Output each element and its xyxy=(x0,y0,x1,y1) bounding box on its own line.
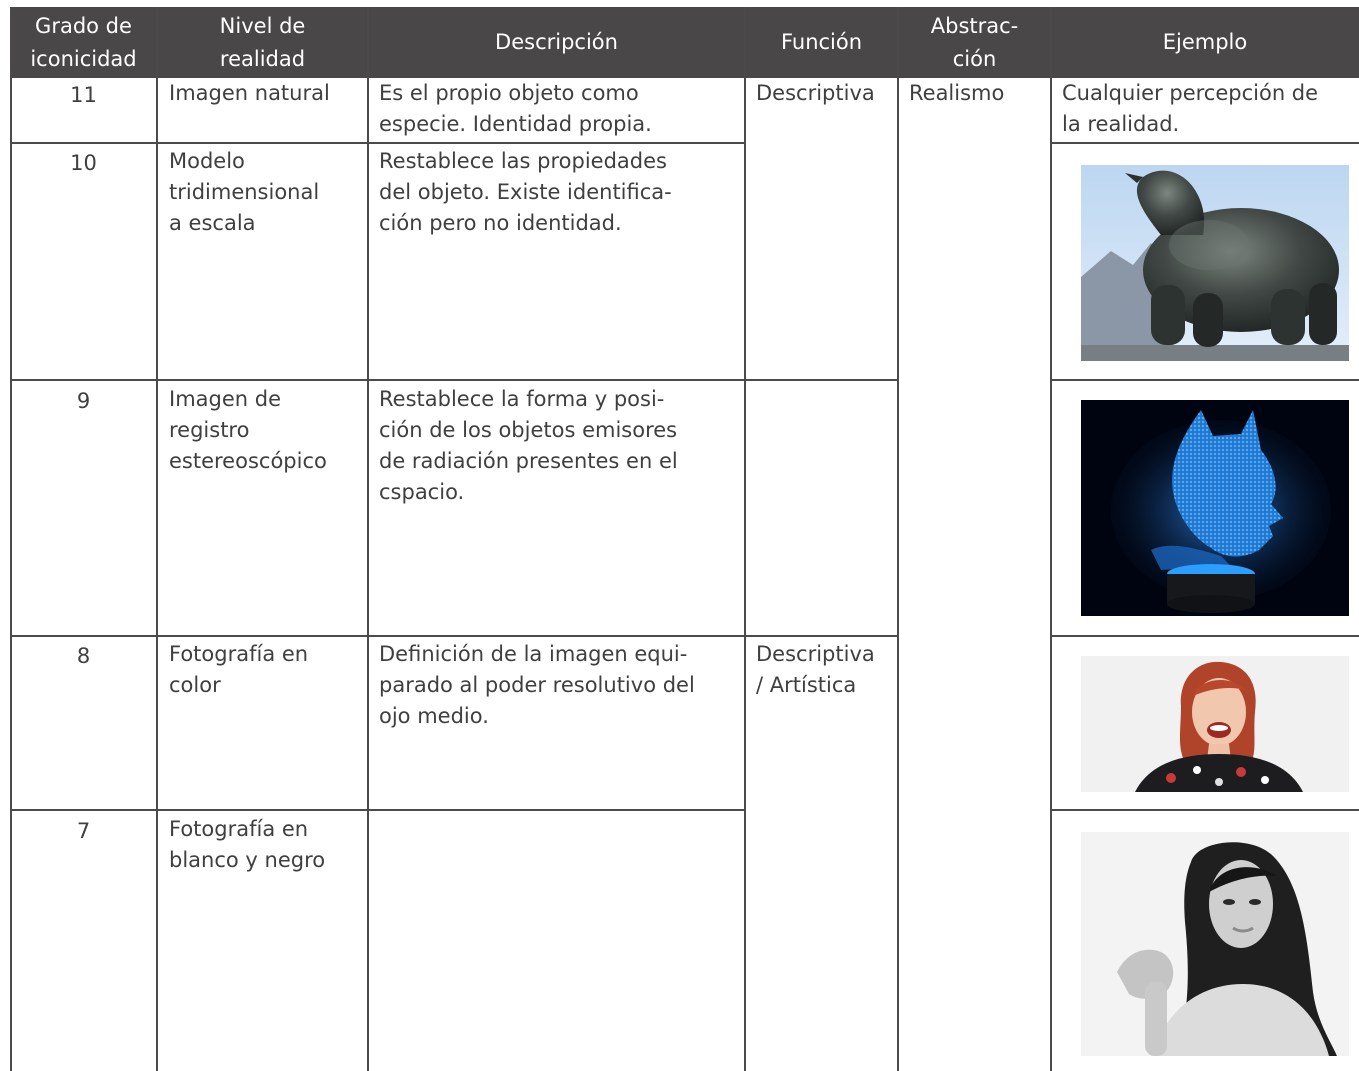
nivel-cell: Fotografía en color xyxy=(169,642,309,697)
column-rule xyxy=(744,7,746,1071)
descripcion-cell: Definición de la imagen equi- parado al poder resolutivo del ojo medio. xyxy=(379,642,695,728)
grado-cell: 10 xyxy=(70,151,97,175)
nivel-cell: Imagen natural xyxy=(169,81,330,105)
funcion-cell: Descriptiva xyxy=(756,81,875,105)
descripcion-cell: Es el propio objeto como especie. Identidad propia. xyxy=(379,81,652,136)
grado-cell: 11 xyxy=(70,83,97,107)
grado-cell: 8 xyxy=(76,644,91,668)
header-descripcion: Descripción xyxy=(495,30,618,54)
ejemplo-text-cell: Cualquier percepción de la realidad. xyxy=(1062,81,1319,136)
row-rule xyxy=(1050,809,1359,811)
header-grado: Grado de iconicidad xyxy=(30,13,137,71)
row-rule xyxy=(10,635,898,637)
column-rule xyxy=(897,7,899,1071)
nivel-cell: Modelo tridimensional a escala xyxy=(169,149,320,235)
row-rule xyxy=(1050,379,1359,381)
header-ejemplo: Ejemplo xyxy=(1162,30,1248,54)
horse-sculpture-photo xyxy=(1081,165,1349,361)
header-funcion: Función xyxy=(780,30,863,54)
row-rule xyxy=(10,379,898,381)
grado-cell: 9 xyxy=(76,389,91,413)
header-abstraccion: Abstrac- ción xyxy=(930,13,1019,71)
nivel-cell: Fotografía en blanco y negro xyxy=(169,817,326,872)
row-rule xyxy=(1050,142,1359,144)
abstraccion-cell: Realismo xyxy=(909,81,1005,105)
3d-led-lamp-photo xyxy=(1081,400,1349,616)
row-rule xyxy=(1050,635,1359,637)
column-rule xyxy=(367,7,369,1071)
grado-cell: 7 xyxy=(76,819,91,843)
column-rule xyxy=(1050,7,1052,1071)
funcion-cell: Descriptiva / Artística xyxy=(756,642,875,697)
descripcion-cell: Restablece la forma y posi- ción de los objetos emisores de radiación presentes en el cspacio. xyxy=(379,387,678,504)
row-rule xyxy=(10,142,746,144)
color-portrait-photo xyxy=(1081,656,1349,792)
header-nivel: Nivel de realidad xyxy=(219,13,306,71)
descripcion-cell: Restablece las propiedades del objeto. Existe identifica- ción pero no identidad. xyxy=(379,149,672,235)
bw-portrait-photo xyxy=(1081,832,1349,1056)
nivel-cell: Imagen de registro estereoscópico xyxy=(169,387,327,473)
row-rule xyxy=(10,809,746,811)
